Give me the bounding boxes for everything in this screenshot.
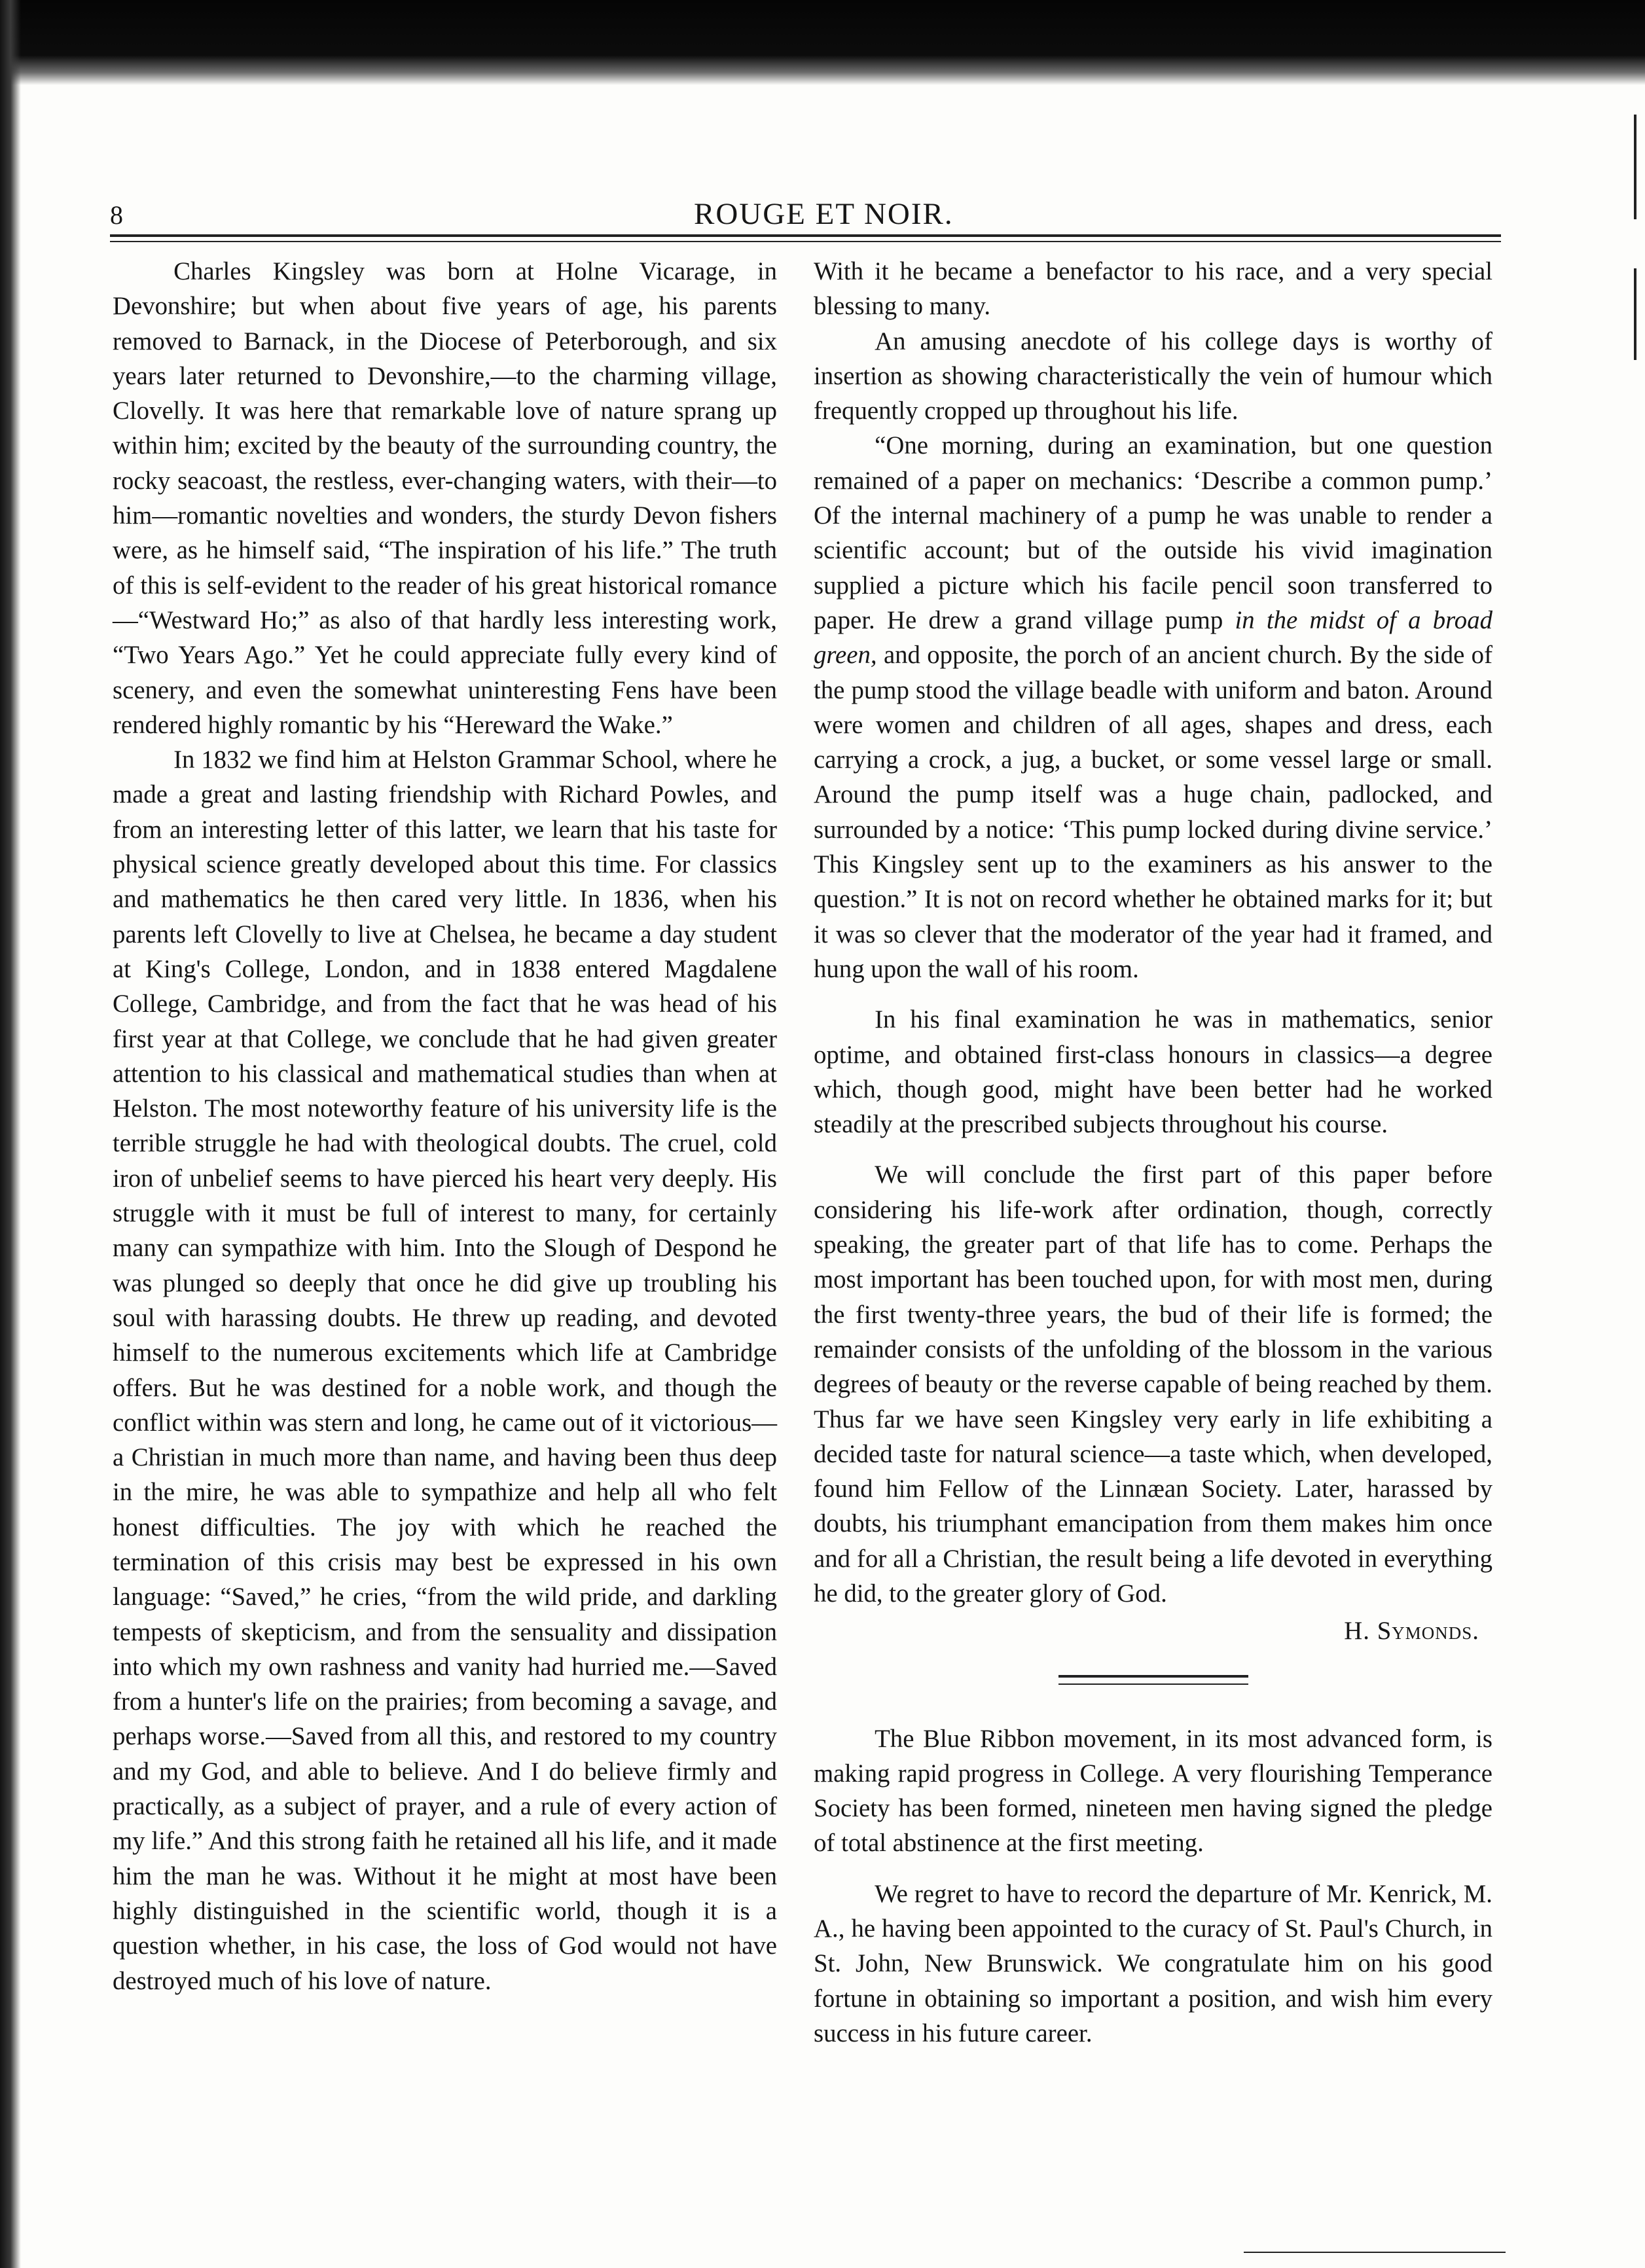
anecdote-text: and opposite, the porch of an ancient church. By the side of the pump stood the village beadle with uniform and baton. Around were women and children of all ages, shapes and dress, each carrying a crock, a jug, a bucket, or some vessel large or small. Around the pump itself was a huge chain, padlocked, and surrounded by a notice: ‘This pump locked during divine service.’ This Kingsley sent up to the examiners as his answer to the question.” It is not on record whether he obtained marks for it; but it was so clever that the moderator of the year had it framed, and hung upon the wall of his room.	[814, 641, 1492, 983]
right-column	[814, 254, 1492, 2051]
article-paragraph	[814, 428, 1492, 986]
anecdote-text: “One morning, during an examination, but one question remained of a paper on mechanics: ‘Describe a common pump.’ Of the internal machinery of a pump he was unable to render a scientific account; but of the outside his vivid imagination supplied a picture which his facile pencil soon transferred to paper. He drew a grand village pump	[814, 431, 1492, 634]
left-column	[113, 254, 777, 1998]
article-paragraph: In his final examination he was in mathematics, senior optime, and obtained first-class honours in classics—a degree which, though good, might have been better had he worked steadily at the prescribed subjects throughout his course.	[814, 1005, 1492, 1139]
footer-rule	[1244, 2252, 1506, 2253]
running-title: ROUGE ET NOIR.	[694, 197, 954, 231]
scan-left-edge	[0, 0, 21, 2268]
header-rule-thick	[110, 234, 1501, 237]
section-divider	[814, 1675, 1492, 1685]
anecdote-italic-phrase: in the midst of a broad green,	[814, 605, 1492, 670]
article-paragraph-continuation: With it he became a benefactor to his race, and a very special blessing to many.	[814, 257, 1492, 321]
article-paragraph: We will conclude the first part of this paper before considering his life-work after ordination, though, correctly speaking, the greater part of that life has to come. Perhaps the most important has been touched upon, for with most men, during the first twenty-three years, the bud of their life is formed; the remainder consists of the unfolding of the blossom in the various degrees of beauty or the reverse capable of being reached by them. Thus far we have seen Kingsley very early in life exhibiting a decided taste for natural science—a taste which, when developed, found him Fellow of the Linnæan Society. Later, harassed by doubts, his triumphant emancipation from them makes him once and for all a Christian, the result being a life devoted in everything he did, to the greater glory of God.	[814, 1161, 1492, 1608]
header-rule-thin	[110, 241, 1501, 242]
scan-top-border	[0, 0, 1645, 85]
scan-right-mark	[1634, 115, 1636, 219]
notice-paragraph: The Blue Ribbon movement, in its most advanced form, is making rapid progress in College. A very flourishing Temperance Society has been formed, nineteen men having signed the pledge of total abstinence at the first meeting.	[814, 1724, 1492, 1858]
article-paragraph: Charles Kingsley was born at Holne Vicarage, in Devonshire; but when about five years of age, his parents removed to Barnack, in the Diocese of Peterborough, and six years later returned to Devonshire,—to the charming village, Clovelly. It was here that remarkable love of nature sprang up within him; excited by the beauty of the surrounding country, the rocky seacoast, the restless, ever-changing waters, with their—to him—romantic novelties and wonders, the sturdy Devon fishers were, as he himself said, “The inspiration of his life.” The truth of this is self-evident to the reader of his great historical romance—“Westward Ho;” as also of that hardly less interesting work, “Two Years Ago.” Yet he could appreciate fully every kind of scenery, and even the somewhat uninteresting Fens have been rendered highly romantic by his “Hereward the Wake.”	[113, 257, 777, 739]
page-number: 8	[110, 200, 123, 230]
scan-right-mark	[1634, 268, 1636, 360]
article-paragraph: In 1832 we find him at Helston Grammar School, where he made a great and lasting friendship with Richard Powles, and from an interesting letter of this latter, we learn that his taste for physical science greatly developed about this time. For classics and mathematics he then cared very little. In 1836, when his parents left Clovelly to live at Chelsea, he became a day student at King's College, London, and in 1838 entered Magdalene College, Cambridge, and from the fact that he was head of his first year at that College, we conclude that he had given greater attention to his classical and mathematical studies than when at Helston. The most noteworthy feature of his university life is the terrible struggle he had with theological doubts. The cruel, cold iron of unbelief seems to have pierced his heart very deeply. His struggle with it must be full of interest to many, for certainly many can sympathize with him. Into the Slough of Despond he was plunged so deeply that once he did give up troubling his soul with harassing doubts. He threw up reading, and devoted himself to the numerous excitements which life at Cambridge offers. But he was destined for a noble work, and though the conflict within was stern and long, he came out of it victorious—a Christian in much more than name, and having been thus deep in the mire, he was able to sympathize and help all who felt honest difficulties. The joy with which he reached the termination of this crisis may best be expressed in his own language: “Saved,” he cries, “from the wild pride, and darkling tempests of skepticism, and from the sensuality and dissipation into which my own rashness and vanity had hurried me.—Saved from a hunter's life on the prairies; from becoming a savage, and perhaps worse.—Saved from all this, and restored to my country and my God, and able to believe. And I do believe firmly and practically, as a subject of prayer, and a rule of every action of my life.” And this strong faith he retained all his life, and it made him the man he was. Without it he might at most have been highly distinguished in the scientific world, though it is a question whether, in his case, the loss of God would not have destroyed much of his love of nature.	[113, 746, 777, 1995]
author-signature: H. Symonds.	[1344, 1617, 1479, 1646]
article-paragraph: An amusing anecdote of his college days is worthy of insertion as showing characteristically the vein of humour which frequently cropped up throughout his life.	[814, 327, 1492, 425]
notice-paragraph: We regret to have to record the departure of Mr. Kenrick, M. A., he having been appointed to the curacy of St. Paul's Church, in St. John, New Brunswick. We congratulate him on his good fortune in obtaining so important a position, and wish him every success in his future career.	[814, 1879, 1492, 2047]
